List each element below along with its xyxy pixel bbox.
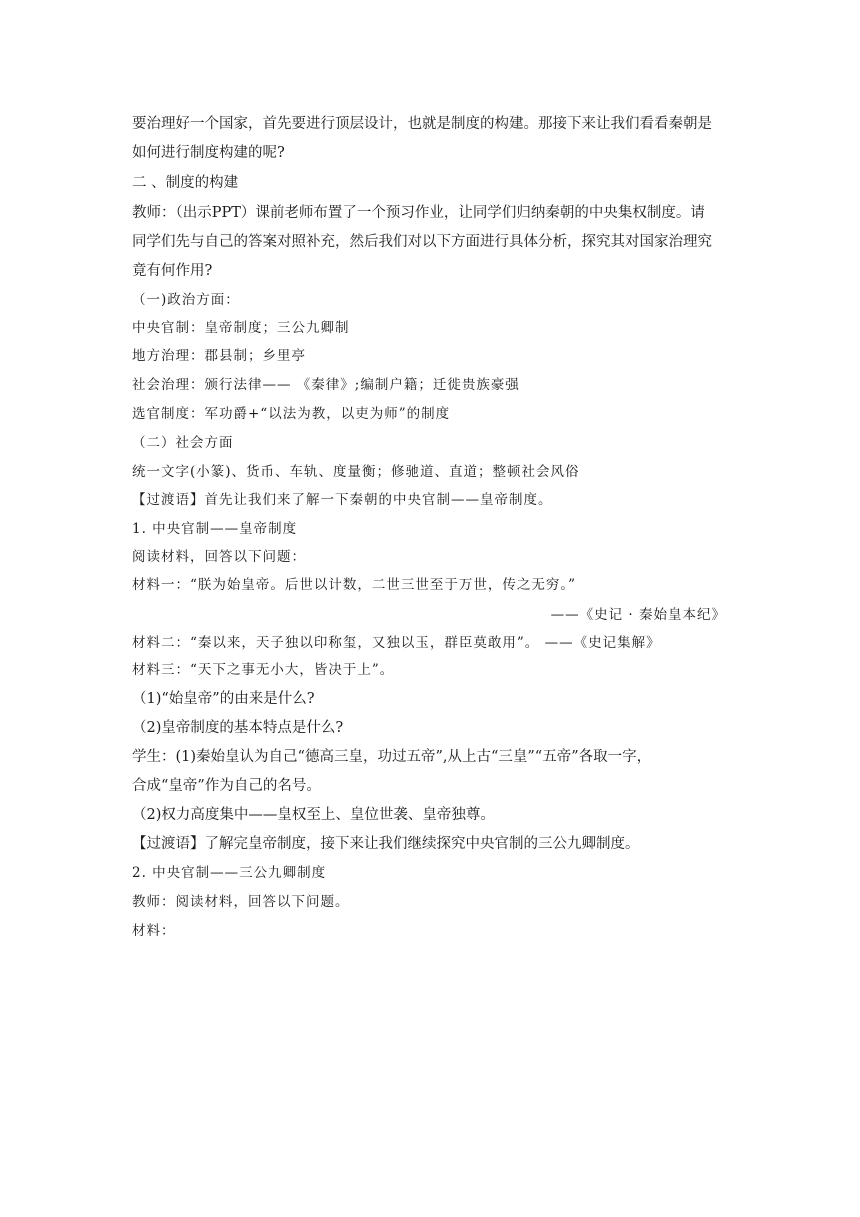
teacher-instruction: 教师：阅读材料，回答以下问题。 bbox=[132, 894, 350, 910]
question-one: （1)“始皇帝”的由来是什么? bbox=[132, 691, 315, 707]
item-official-selection: 选官制度：军功爵+“以法为教，以吏为师”的制度 bbox=[132, 406, 451, 422]
subheading-society: （二）社会方面 bbox=[132, 435, 234, 451]
item-local-governance: 地方治理：郡县制；乡里亭 bbox=[132, 348, 306, 364]
item-unification: 统一文字(小篆)、货币、车轨、度量衡；修驰道、直道；整顿社会风俗 bbox=[132, 464, 580, 480]
material-one-source: ——《史记 · 秦始皇本纪》 bbox=[550, 607, 726, 623]
section-heading-institution: 二 、制度的构建 bbox=[132, 175, 239, 191]
item-central-officials: 中央官制：皇帝制度；三公九卿制 bbox=[132, 320, 350, 336]
student-answer-two: （2)权力高度集中——皇权至上、皇位世袭、皇帝独尊。 bbox=[132, 807, 495, 823]
item-social-governance: 社会治理：颁行法律—— 《秦律》;编制户籍；迁徙贵族豪强 bbox=[132, 377, 520, 393]
material-one: 材料一：“朕为始皇帝。后世以计数，二世三世至于万世，传之无穷。” bbox=[132, 577, 577, 593]
question-two: （2)皇帝制度的基本特点是什么? bbox=[132, 720, 344, 736]
transition-three-lords: 【过渡语】了解完皇帝制度，接下来让我们继续探究中央官制的三公九卿制度。 bbox=[132, 836, 640, 852]
subheading-politics: （一)政治方面： bbox=[132, 292, 240, 308]
subheading-three-lords: 2. 中央官制——三公九卿制度 bbox=[132, 865, 327, 881]
transition-emperor-system: 【过渡语】首先让我们来了解一下秦朝的中央官制——皇帝制度。 bbox=[132, 492, 553, 508]
teacher-paragraph-line-1: 教师：（出示PPT）课前老师布置了一个预习作业，让同学们归纳秦朝的中央集权制度。请 bbox=[132, 205, 705, 221]
paragraph-intro-line-2: 如何进行制度构建的呢? bbox=[132, 145, 285, 161]
material-three: 材料三：“天下之事无小大，皆决于上”。 bbox=[132, 662, 395, 678]
paragraph-intro-line-1: 要治理好一个国家，首先要进行顶层设计，也就是制度的构建。那接下来让我们看看秦朝是 bbox=[132, 116, 712, 132]
student-answer-line-2: 合成“皇帝”作为自己的名号。 bbox=[132, 778, 321, 794]
material-label: 材料： bbox=[132, 923, 176, 939]
student-answer-line-1: 学生：(1)秦始皇认为自己“德高三皇，功过五帝”,从上古“三皇”“五帝”各取一字， bbox=[132, 749, 652, 765]
teacher-paragraph-line-3: 竟有何作用? bbox=[132, 263, 213, 279]
subheading-emperor-system: 1. 中央官制——皇帝制度 bbox=[132, 521, 298, 537]
material-two: 材料二：“秦以来，天子独以印称玺，又独以玉，群臣莫敢用”。 ——《史记集解》 bbox=[132, 635, 661, 651]
instruction-read-material: 阅读材料，回答以下问题： bbox=[132, 549, 306, 565]
teacher-paragraph-line-2: 同学们先与自己的答案对照补充，然后我们对以下方面进行具体分析，探究其对国家治理究 bbox=[132, 234, 712, 250]
